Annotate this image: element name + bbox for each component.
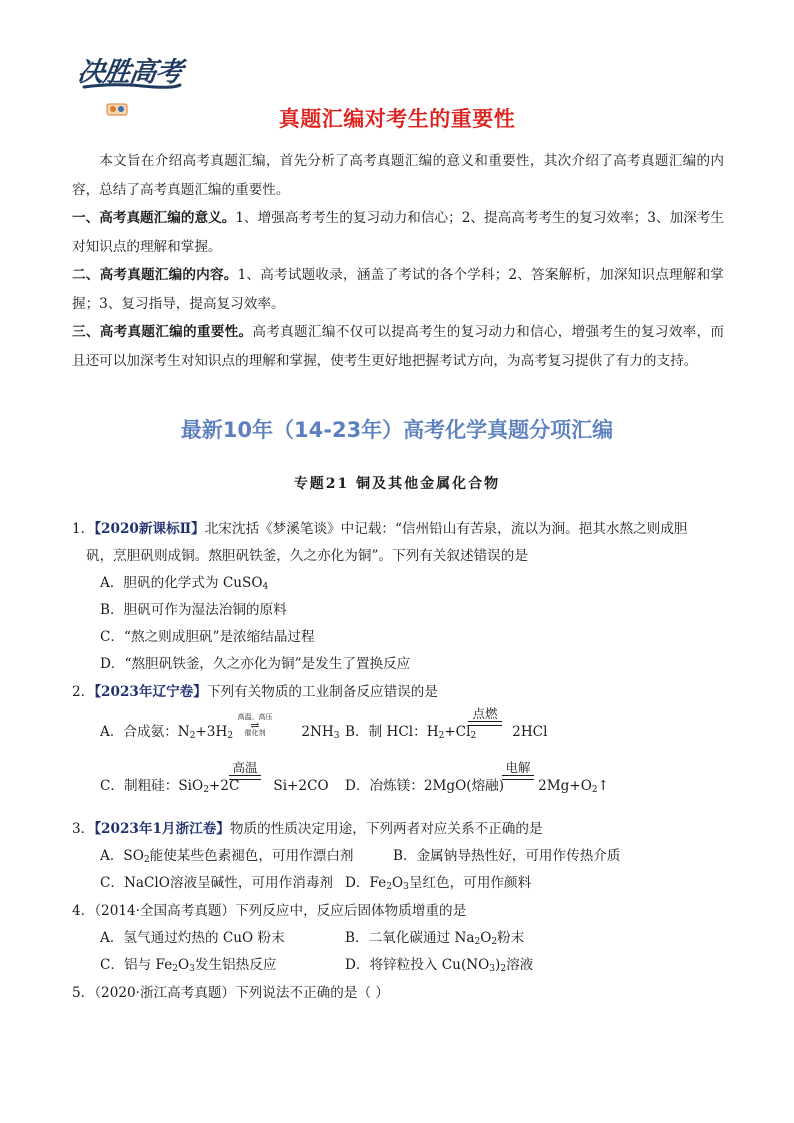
- q2-option-c: C．制粗硅：SiO$_2$+2C Si+2CO: [100, 778, 329, 795]
- question-stem: 物质的性质决定用途，下列两者对应关系不正确的是: [229, 821, 543, 837]
- q3-option-c: C．NaClO溶液呈碱性，可用作消毒剂: [100, 875, 334, 891]
- question-stem: 下列说法不正确的是（ ）: [235, 985, 389, 1001]
- question-5: [72, 980, 389, 1006]
- q1-option-d: D．“熬胆矾铁釜，久之亦化为铜”是发生了置换反应: [100, 656, 411, 672]
- logo-text: 决胜高考: [75, 57, 184, 88]
- question-source: （2014·全国高考真题）: [94, 903, 236, 919]
- collection-title: 最新10年（14-23年）高考化学真题分项汇编: [180, 418, 614, 442]
- question-number: 4．: [72, 903, 95, 919]
- page-title: 真题汇编对考生的重要性: [278, 107, 516, 131]
- q2-option-d: D．冶炼镁：2MgO(熔融) $2Mg+O_2↑$: [345, 778, 610, 795]
- topic-subtitle: 专题21 铜及其他金属化合物: [293, 476, 501, 492]
- intro-paragraph: 本文旨在介绍高考真题汇编，首先分析了高考真题汇编的意义和重要性，其次介绍了高考真题汇编的内容，总结了高考真题汇编的重要性。: [72, 153, 724, 198]
- q2-option-b: B．制 HCl：$H_2+Cl_2$ 2HCl: [345, 724, 548, 741]
- question-stem: 下列反应中，反应后固体物质增重的是: [235, 903, 467, 919]
- question-number: 2．: [72, 684, 95, 700]
- section-body: 1、高考试题收录，涵盖了考试的各个学科；2、答案解析，加深知识点理解和掌握；3、复习指导，提高复习效率。: [72, 267, 725, 312]
- q3-option-a: A．$SO_2$能使某些色素褪色，可用作漂白剂: [100, 848, 354, 865]
- question-source: 【2023年辽宁卷】: [94, 684, 207, 700]
- question-3: [72, 816, 543, 842]
- question-1-stem-cont: 矾，烹胆矾则成铜。熬胆矾铁釜，久之亦化为铜”。下列有关叙述错误的是: [86, 548, 528, 564]
- section-body: 1、增强高考考生的复习动力和信心；2、提高高考考生的复习效率；3、加深考生对知识点的理解和掌握。: [72, 210, 725, 255]
- section-heading: 一、高考真题汇编的意义。: [72, 210, 236, 226]
- q4-option-a: A．氢气通过灼热的 CuO 粉末: [100, 930, 285, 946]
- question-2: [72, 679, 438, 705]
- question-source: （2020·浙江高考真题）: [94, 985, 236, 1001]
- question-number: 1．: [72, 521, 95, 537]
- section-importance: [72, 318, 724, 375]
- section-body: 高考真题汇编不仅可以提高考生的复习动力和信心，增强考生的复习效率，而且还可以加深考生对知识点的理解和掌握，使考生更好地把握考试方向，为高考复习提供了有力的支持。: [72, 324, 725, 369]
- question-4: [72, 898, 466, 924]
- question-number: 3．: [72, 821, 95, 837]
- reaction-condition-arrow: 电解: [502, 761, 534, 780]
- question-source: 【2020新课标Ⅱ】: [94, 521, 205, 537]
- reaction-condition-arrow: 高温: [229, 761, 261, 780]
- question-source: 【2023年1月浙江卷】: [94, 821, 230, 837]
- section-significance: [72, 204, 724, 261]
- q3-option-d: D．$Fe_2O_3$呈红色，可用作颜料: [345, 875, 532, 892]
- q4-option-c: C．铝与 $Fe_2O_3$发生铝热反应: [100, 957, 277, 974]
- equilibrium-arrow: 高温、高压 ⇌ 催化剂: [237, 713, 273, 737]
- q4-option-d: D．将锌粒投入 $Cu(NO_3)_2$溶液: [345, 957, 534, 974]
- section-heading: 三、高考真题汇编的重要性。: [72, 324, 253, 340]
- q3-option-b: B．金属钠导热性好，可用作传热介质: [393, 848, 621, 864]
- q1-option-c: C．“熬之则成胆矾”是浓缩结晶过程: [100, 629, 315, 645]
- question-stem: 北宋沈括《梦溪笔谈》中记载：“信州铅山有苦泉，流以为涧。挹其水熬之则成胆: [204, 521, 688, 537]
- section-heading: 二、高考真题汇编的内容。: [72, 267, 238, 283]
- q1-option-a: A．胆矾的化学式为 CuSO$_4$: [100, 575, 269, 592]
- question-number: 5．: [72, 985, 95, 1001]
- question-1: [72, 516, 687, 542]
- q1-option-b: B．胆矾可作为湿法冶铜的原料: [100, 602, 287, 618]
- section-content: [72, 261, 724, 318]
- question-stem: 下列有关物质的工业制备反应错误的是: [206, 684, 438, 700]
- reaction-condition-arrow: 点燃: [468, 707, 502, 726]
- q4-option-b: B．二氧化碳通过 $Na_2O_2$粉末: [345, 930, 525, 947]
- q2-option-a: A．合成氨：$N_2+3H_2$ $2NH_3$: [100, 724, 340, 741]
